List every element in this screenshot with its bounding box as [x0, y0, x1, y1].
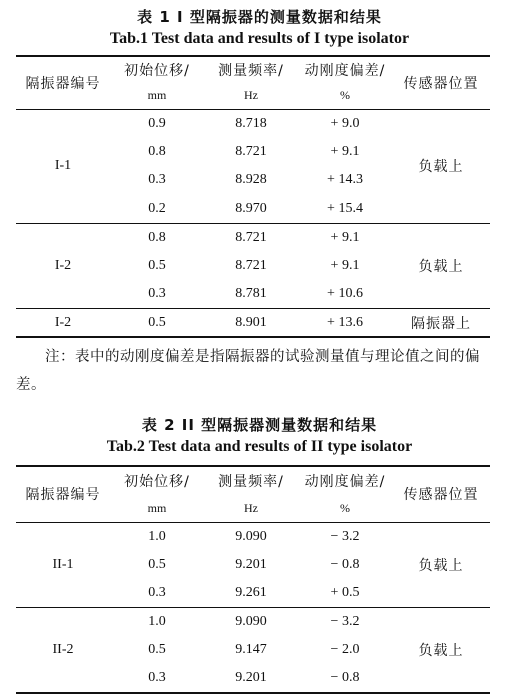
note-line1: 注：表中的动刚度偏差是指隔振器的试验测量值与理论值之: [45, 349, 435, 365]
header-freq-unit: Hz: [244, 500, 258, 515]
table-row: [16, 522, 490, 551]
stiffness-deviation-cell: + 15.4: [327, 200, 363, 216]
initial-displacement-cell: 0.3: [148, 585, 166, 600]
table-row: [16, 608, 490, 637]
stiffness-deviation-cell: + 9.1: [298, 223, 392, 252]
header-freq: 测量频率/: [204, 56, 298, 83]
table2-caption-cn: 表 2 II 型隔振器测量数据和结果: [141, 416, 378, 434]
header-disp: 初始位移/: [110, 466, 204, 495]
initial-displacement-cell: 0.9: [110, 109, 204, 138]
initial-displacement-cell: 0.3: [148, 286, 166, 301]
initial-displacement-cell: 0.3: [110, 665, 204, 694]
header-disp: 初始位移/: [110, 56, 204, 83]
stiffness-deviation-cell: − 0.8: [330, 556, 360, 572]
stiffness-deviation-cell: + 9.0: [298, 109, 392, 138]
isolator-id-cell: I-2: [16, 309, 110, 338]
table1-caption-en: Tab.1 Test data and results of I type isolator: [109, 30, 410, 47]
measured-frequency-cell: 8.718: [204, 109, 298, 138]
sensor-position-cell: 负载上: [392, 522, 490, 608]
isolator-id-cell: I-2: [16, 223, 110, 309]
header-sensor: 传感器位置: [392, 466, 490, 522]
measured-frequency-cell: 8.721: [235, 257, 267, 273]
initial-displacement-cell: 1.0: [110, 522, 204, 551]
table-row: [16, 309, 490, 338]
measured-frequency-cell: 8.721: [204, 223, 298, 252]
stiffness-deviation-cell: + 14.3: [327, 172, 363, 188]
initial-displacement-cell: 0.5: [148, 257, 166, 273]
stiffness-deviation-cell: − 3.2: [298, 522, 392, 551]
measured-frequency-cell: 9.147: [235, 642, 267, 658]
stiffness-deviation-cell: − 2.0: [330, 642, 360, 658]
header-id: 隔振器编号: [16, 56, 110, 109]
header-id: 隔振器编号: [16, 466, 110, 522]
sensor-position-cell: 负载上: [392, 608, 490, 694]
measured-frequency-cell: 9.090: [204, 522, 298, 551]
isolator-id-cell: II-2: [16, 608, 110, 694]
initial-displacement-cell: 0.5: [148, 642, 166, 658]
stiffness-deviation-cell: + 13.6: [298, 309, 392, 338]
sensor-position-cell: 负载上: [392, 223, 490, 309]
initial-displacement-cell: 1.0: [110, 608, 204, 637]
header-dev: 动刚度偏差/: [298, 56, 392, 83]
initial-displacement-cell: 0.5: [110, 309, 204, 338]
measured-frequency-cell: 9.090: [204, 608, 298, 637]
header-disp-unit: mm: [147, 88, 167, 103]
header-dev-unit: %: [340, 88, 350, 103]
table-row: [16, 109, 490, 138]
initial-displacement-cell: 0.8: [148, 143, 166, 159]
table2-caption-en: Tab.2 Test data and results of II type isolator: [106, 438, 413, 455]
stiffness-deviation-cell: + 9.1: [330, 257, 360, 273]
stiffness-deviation-cell: + 0.5: [330, 585, 360, 600]
note-line2: 间的偏差。: [16, 349, 480, 393]
header-sensor: 传感器位置: [392, 56, 490, 109]
isolator-id-cell: I-1: [16, 109, 110, 223]
header-freq: 测量频率/: [204, 466, 298, 495]
initial-displacement-cell: 0.3: [148, 172, 166, 188]
isolator-id-cell: II-1: [16, 522, 110, 608]
measured-frequency-cell: 8.970: [235, 200, 267, 216]
initial-displacement-cell: 0.2: [148, 200, 166, 216]
measured-frequency-cell: 8.901: [204, 309, 298, 338]
table1-note: [16, 343, 496, 399]
header-freq-unit: Hz: [244, 88, 258, 103]
measured-frequency-cell: 9.201: [204, 665, 298, 694]
table1-caption-cn: 表 1 I 型隔振器的测量数据和结果: [137, 8, 382, 26]
header-disp-unit: mm: [147, 500, 167, 515]
stiffness-deviation-cell: − 3.2: [298, 608, 392, 637]
table1: [16, 55, 490, 338]
stiffness-deviation-cell: − 0.8: [298, 665, 392, 694]
header-dev: 动刚度偏差/: [298, 466, 392, 495]
table2: [16, 465, 490, 694]
header-dev-unit: %: [340, 500, 350, 515]
measured-frequency-cell: 9.201: [235, 556, 267, 572]
measured-frequency-cell: 8.721: [235, 143, 267, 159]
sensor-position-cell: 负载上: [392, 109, 490, 223]
measured-frequency-cell: 8.928: [235, 172, 267, 188]
initial-displacement-cell: 0.5: [148, 556, 166, 572]
measured-frequency-cell: 9.261: [235, 585, 267, 600]
measured-frequency-cell: 8.781: [235, 286, 267, 301]
stiffness-deviation-cell: + 10.6: [327, 286, 363, 301]
table-row: [16, 223, 490, 252]
initial-displacement-cell: 0.8: [110, 223, 204, 252]
sensor-position-cell: 隔振器上: [392, 309, 490, 338]
stiffness-deviation-cell: + 9.1: [330, 143, 360, 159]
